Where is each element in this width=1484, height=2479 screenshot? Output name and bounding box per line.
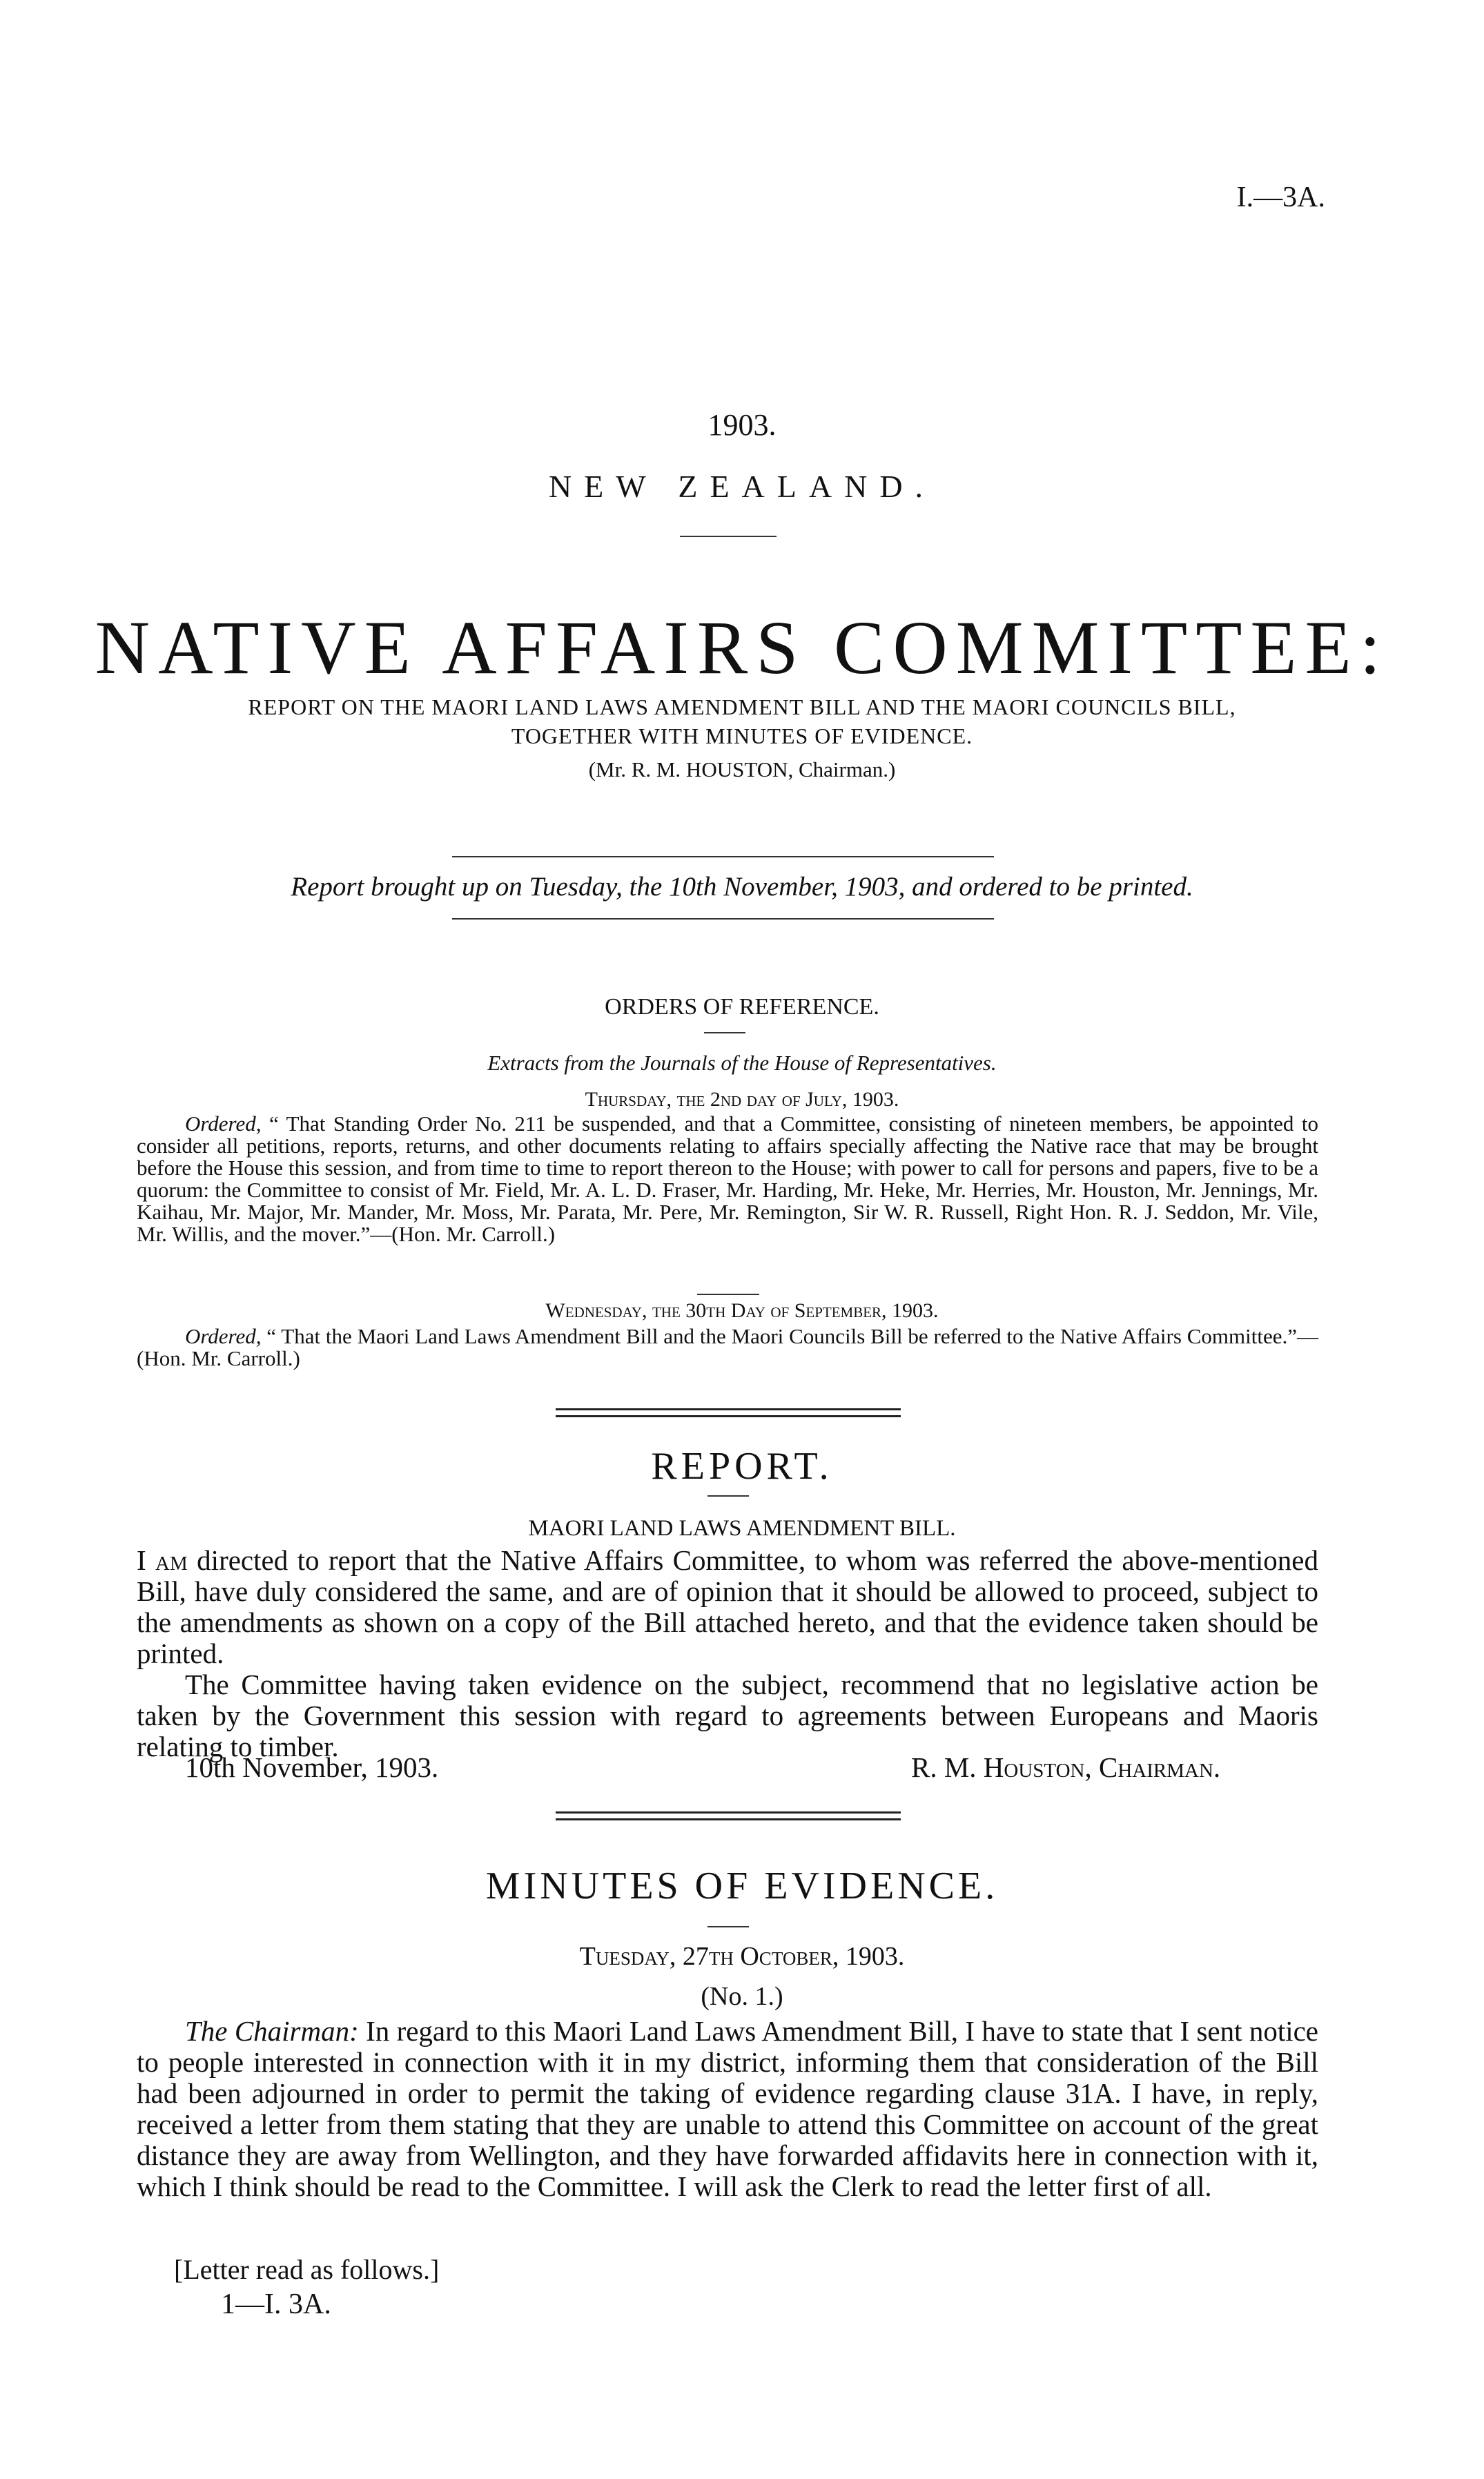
report-body	[137, 1545, 1318, 1762]
divider-order-2	[697, 1294, 759, 1295]
date-july: Thursday, the 2nd day of July, 1903.	[585, 1088, 899, 1111]
letter-note: [Letter read as follows.]	[174, 2254, 440, 2285]
double-rule-minutes-top	[556, 1811, 901, 1814]
divider-report-heading	[707, 1495, 749, 1497]
divider-report-top	[452, 856, 994, 857]
chairman-text: In regard to this Maori Land Laws Amendment Bill, I have to state that I sent notice to people interested in connection with it in my district, informing them that consideration of the Bill had been adjourned in order to permit the taking of evidence regarding clause 31A. I have, in reply, received a letter from them stating that they are unable to attend this Committee on account of the great distance they are away from Wellington, and they have forwarded affidavits here in connection with it, which I think should be read to the Committee. I will ask the Clerk to read the letter first of all.	[137, 2015, 1318, 2202]
minutes-heading: MINUTES OF EVIDENCE.	[485, 1865, 999, 1907]
report-brought-up: Report brought up on Tuesday, the 10th November, 1903, and ordered to be printed.	[291, 872, 1193, 902]
year: 1903.	[707, 408, 777, 442]
divider-country	[680, 536, 777, 537]
date-september: Wednesday, the 30th Day of September, 1903.	[545, 1299, 939, 1322]
order-2-text: “ That the Maori Land Laws Amendment Bill and the Maori Councils Bill be referred to the Native Affairs Committee.”—(Hon. Mr. Carroll.)	[137, 1324, 1318, 1370]
report-paragraph-1: directed to report that the Native Affairs Committee, to whom was referred the above-mentioned Bill, have duly considered the same, and are of opinion that it should be allowed to proceed, subject to the amendments as shown on a copy of the Bill attached hereto, and that the evidence taken should be printed.	[137, 1544, 1319, 1669]
minutes-number: (No. 1.)	[701, 1982, 783, 2011]
orders-heading: ORDERS OF REFERENCE.	[605, 994, 879, 1020]
chairman-label: The Chairman:	[185, 2015, 359, 2047]
divider-orders	[704, 1032, 745, 1033]
double-rule-minutes-bottom	[556, 1818, 901, 1820]
double-rule-report-bottom	[556, 1415, 901, 1417]
country: NEW ZEALAND.	[548, 469, 936, 504]
double-rule-report-top	[556, 1408, 901, 1410]
order-1-text: “ That Standing Order No. 211 be suspended, and that a Committee, consisting of nineteen members, be appointed to consider all petitions, reports, returns, and other documents relating to affairs specially affecting the Native race that may be brought before the House this session, and from time to time to report thereon to the House; with power to call for persons and papers, five to be a quorum: the Committee to consist of Mr. Field, Mr. A. L. D. Fraser, Mr. Harding, Mr. Heke, Mr. Herries, Mr. Houston, Mr. Jennings, Mr. Kaihau, Mr. Major, Mr. Mander, Mr. Moss, Mr. Parata, Mr. Pere, Mr. Remington, Sir W. R. Russell, Right Hon. R. J. Seddon, Mr. Vile, Mr. Willis, and the mover.”—(Hon. Mr. Carroll.)	[137, 1111, 1319, 1246]
report-lead: I am	[137, 1544, 188, 1576]
order-2	[137, 1325, 1318, 1370]
order-2-label: Ordered,	[185, 1324, 262, 1348]
page-reference: I.—3A.	[1236, 182, 1325, 213]
report-heading: REPORT.	[651, 1445, 833, 1488]
order-1	[137, 1113, 1318, 1245]
subtitle-line-2: TOGETHER WITH MINUTES OF EVIDENCE.	[511, 723, 973, 748]
minutes-date: Tuesday, 27th October, 1903.	[579, 1942, 905, 1971]
footer-reference: 1—I. 3A.	[221, 2288, 331, 2320]
divider-report-bottom	[452, 918, 994, 920]
report-date: 10th November, 1903.	[185, 1751, 439, 1783]
bill-heading: MAORI LAND LAWS AMENDMENT BILL.	[528, 1516, 956, 1541]
chairman-line: (Mr. R. M. HOUSTON, Chairman.)	[588, 757, 896, 781]
divider-minutes	[707, 1926, 749, 1927]
order-1-label: Ordered,	[185, 1111, 262, 1136]
chairman-statement	[137, 2016, 1318, 2202]
page-title: NATIVE AFFAIRS COMMITTEE:	[95, 605, 1389, 690]
subtitle-line-1: REPORT ON THE MAORI LAND LAWS AMENDMENT BILL AND THE MAORI COUNCILS BILL,	[248, 694, 1236, 719]
report-paragraph-2: The Committee having taken evidence on the subject, recommend that no legislative action be taken by the Government this session with regard to agreements between Europeans and Maoris relating to timber.	[137, 1669, 1318, 1762]
report-signature: R. M. Houston, Chairman.	[911, 1751, 1221, 1783]
extracts-line: Extracts from the Journals of the House of Representatives.	[487, 1051, 997, 1075]
